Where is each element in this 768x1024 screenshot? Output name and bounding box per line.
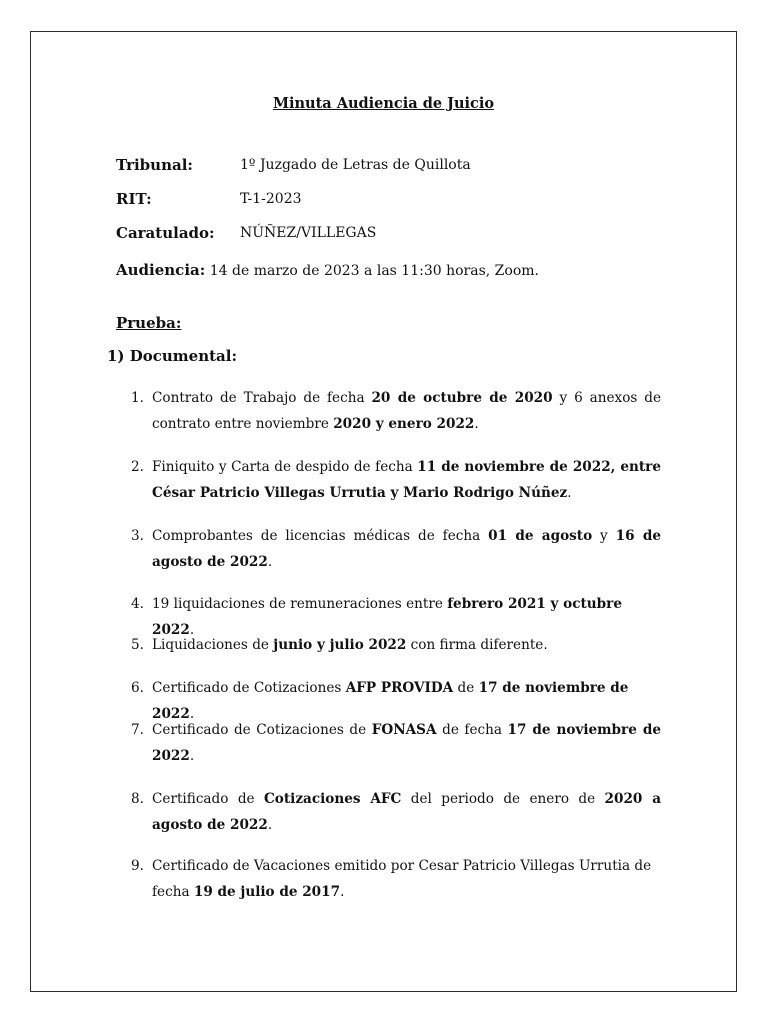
item-text-bold: 11 de noviembre de 2022, entre César Patricio Villegas Urrutia y Mario Rodrigo Núñez <box>152 459 661 501</box>
item-text: . <box>189 748 195 764</box>
item-text: Certificado de Vacaciones emitido por Cesar Patricio Villegas Urrutia de fecha <box>152 858 652 900</box>
audiencia-line <box>116 261 539 279</box>
item-text: del periodo de enero de <box>401 791 605 807</box>
item-text-bold: FONASA <box>371 722 437 738</box>
list-item-number: 2. <box>131 459 144 475</box>
tribunal-label: Tribunal: <box>116 156 193 174</box>
item-text: Certificado de Cotizaciones de <box>152 722 372 738</box>
rit-label: RIT: <box>116 190 152 208</box>
item-text-bold: 2020 a agosto de 2022 <box>152 791 661 833</box>
list-item-number: 8. <box>131 791 144 807</box>
list-item <box>152 786 661 838</box>
rit-value: T-1-2023 <box>240 191 302 207</box>
item-text: y 6 anexos de contrato entre noviembre <box>152 390 661 432</box>
list-item-number: 6. <box>131 680 144 696</box>
item-text: 19 liquidaciones de remuneraciones entre <box>152 596 448 612</box>
document-page <box>30 31 737 992</box>
list-item <box>152 523 661 575</box>
item-text: . <box>267 817 273 833</box>
item-text: Finiquito y Carta de despido de fecha <box>152 459 418 475</box>
list-item-number: 5. <box>131 637 144 653</box>
list-item <box>152 853 661 905</box>
audiencia-value: 14 de marzo de 2023 a las 11:30 horas, Zoom. <box>205 263 539 279</box>
audiencia-label: Audiencia: <box>116 261 206 279</box>
list-item-number: 7. <box>131 722 144 738</box>
caratulado-value: NÚÑEZ/VILLEGAS <box>240 225 377 241</box>
list-item <box>152 632 661 658</box>
list-item-number: 1. <box>131 390 144 406</box>
list-item <box>152 717 661 769</box>
item-text-bold: 19 de julio de 2017 <box>193 884 341 900</box>
item-text: y <box>592 528 616 544</box>
document-title: Minuta Audiencia de Juicio <box>272 95 495 112</box>
item-text-bold: AFP PROVIDA <box>345 680 454 696</box>
item-text-bold: 2020 y enero 2022 <box>333 416 475 432</box>
subsection-title-documental: 1) Documental: <box>107 347 238 365</box>
item-text: de <box>453 680 479 696</box>
list-item-number: 4. <box>131 596 144 612</box>
item-text: con firma diferente. <box>406 637 548 653</box>
caratulado-label: Caratulado: <box>116 224 215 242</box>
tribunal-value: 1º Juzgado de Letras de Quillota <box>240 157 471 173</box>
item-text: Certificado de Cotizaciones <box>152 680 346 696</box>
list-item <box>152 454 661 506</box>
list-item-number: 3. <box>131 528 144 544</box>
item-text-bold: 16 de agosto de 2022 <box>152 528 662 570</box>
item-text-bold: junio y julio 2022 <box>273 637 407 653</box>
item-text: . <box>189 622 195 638</box>
item-text-bold: 17 de noviembre de 2022 <box>152 722 661 764</box>
item-text: . <box>567 485 572 501</box>
item-text-bold: 01 de agosto <box>488 528 593 544</box>
item-text: Comprobantes de licencias médicas de fecha <box>152 528 489 544</box>
list-item-number: 9. <box>131 858 144 874</box>
item-text-bold: Cotizaciones AFC <box>263 791 402 807</box>
item-text: . <box>267 554 273 570</box>
item-text-bold: 20 de octubre de 2020 <box>371 390 553 406</box>
section-title-prueba: Prueba: <box>116 314 182 332</box>
list-item <box>152 385 661 437</box>
item-text-bold: febrero 2021 y octubre 2022 <box>152 596 622 638</box>
item-text: Certificado de <box>152 791 264 807</box>
item-text: . <box>189 706 195 722</box>
item-text: . <box>474 416 479 432</box>
item-text: Contrato de Trabajo de fecha <box>152 390 372 406</box>
item-text: de fecha <box>436 722 508 738</box>
item-text: Liquidaciones de <box>152 637 274 653</box>
item-text: . <box>340 884 345 900</box>
item-text-bold: 17 de noviembre de 2022 <box>152 680 629 722</box>
